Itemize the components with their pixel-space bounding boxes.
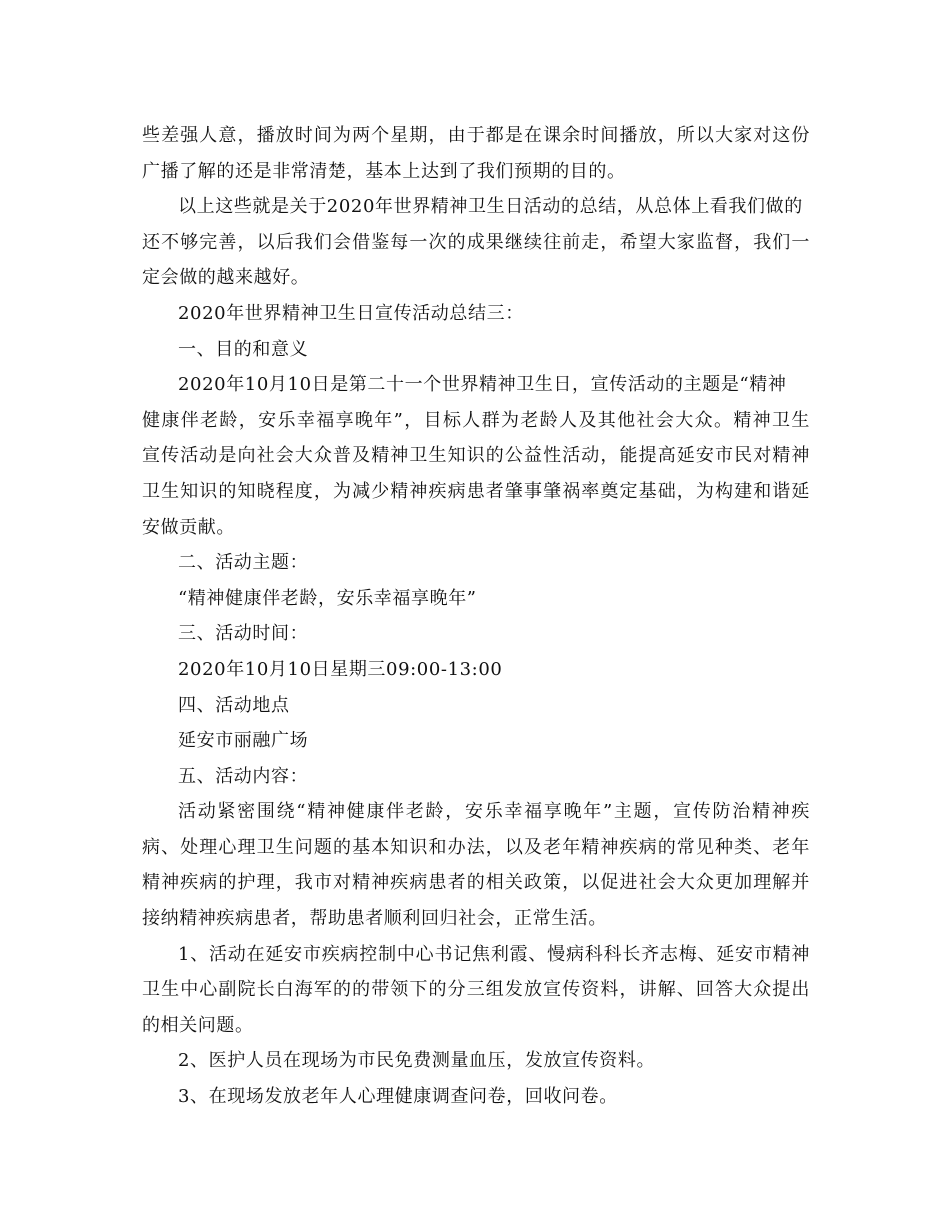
text-line: “精神健康伴老龄，安乐幸福享晚年” — [178, 587, 477, 609]
text-line: 2020年10月10日星期三09:00-13:00 — [178, 658, 503, 680]
text-line: 活动紧密围绕“精神健康伴老龄，安乐幸福享晚年”主题，宣传防治精神疾 — [178, 801, 810, 823]
text-line: 1、活动在延安市疾病控制中心书记焦利霞、慢病科科长齐志梅、延安市精神 — [178, 943, 810, 965]
text-line: 些差强人意，播放时间为两个星期，由于都是在课余时间播放，所以大家对这份 — [142, 125, 810, 146]
text-line: 广播了解的还是非常清楚，基本上达到了我们预期的目的。 — [142, 160, 626, 182]
text-line: 以上这些就是关于2020年世界精神卫生日活动的总结，从总体上看我们做的 — [178, 196, 803, 218]
text-line: 2、医护人员在现场为市民免费测量血压，发放宣传资料。 — [178, 1050, 656, 1072]
text-line: 延安市丽融广场 — [178, 730, 309, 752]
text-line: 2020年世界精神卫生日宣传活动总结三： — [178, 302, 524, 324]
text-line: 还不够完善，以后我们会借鉴每一次的成果继续往前走，希望大家监督，我们一 — [142, 231, 810, 253]
text-line: 精神疾病的护理，我市对精神疾病患者的相关政策，以促进社会大众更加理解并 — [142, 872, 810, 894]
text-line: 3、在现场发放老年人心理健康调查问卷，回收问卷。 — [178, 1086, 618, 1108]
text-line: 健康伴老龄，安乐幸福享晚年”，目标人群为老龄人及其他社会大众。精神卫生 — [142, 409, 810, 431]
text-line: 三、活动时间： — [178, 623, 309, 645]
text-line: 卫生知识的知晓程度，为减少精神疾病患者肇事肇祸率奠定基础，为构建和谐延 — [142, 480, 810, 502]
text-line: 一、目的和意义 — [178, 338, 309, 360]
text-line: 二、活动主题： — [178, 552, 309, 574]
text-line: 安做贡献。 — [142, 516, 235, 538]
document-body — [142, 118, 810, 1115]
text-line: 宣传活动是向社会大众普及精神卫生知识的公益性活动，能提高延安市民对精神 — [142, 445, 810, 467]
text-line: 接纳精神疾病患者，帮助患者顺利回归社会，正常生活。 — [142, 908, 607, 930]
text-line: 病、处理心理卫生问题的基本知识和办法，以及老年精神疾病的常见种类、老年 — [142, 836, 810, 858]
text-line: 五、活动内容： — [178, 765, 309, 787]
text-line: 2020年10月10日是第二十一个世界精神卫生日，宣传活动的主题是“精神 — [178, 374, 787, 396]
text-line: 定会做的越来越好。 — [142, 267, 310, 289]
text-line: 的相关问题。 — [142, 1014, 254, 1036]
text-line: 四、活动地点 — [178, 694, 290, 716]
text-line: 卫生中心副院长白海军的的带领下的分三组发放宣传资料，讲解、回答大众提出 — [142, 979, 810, 1001]
